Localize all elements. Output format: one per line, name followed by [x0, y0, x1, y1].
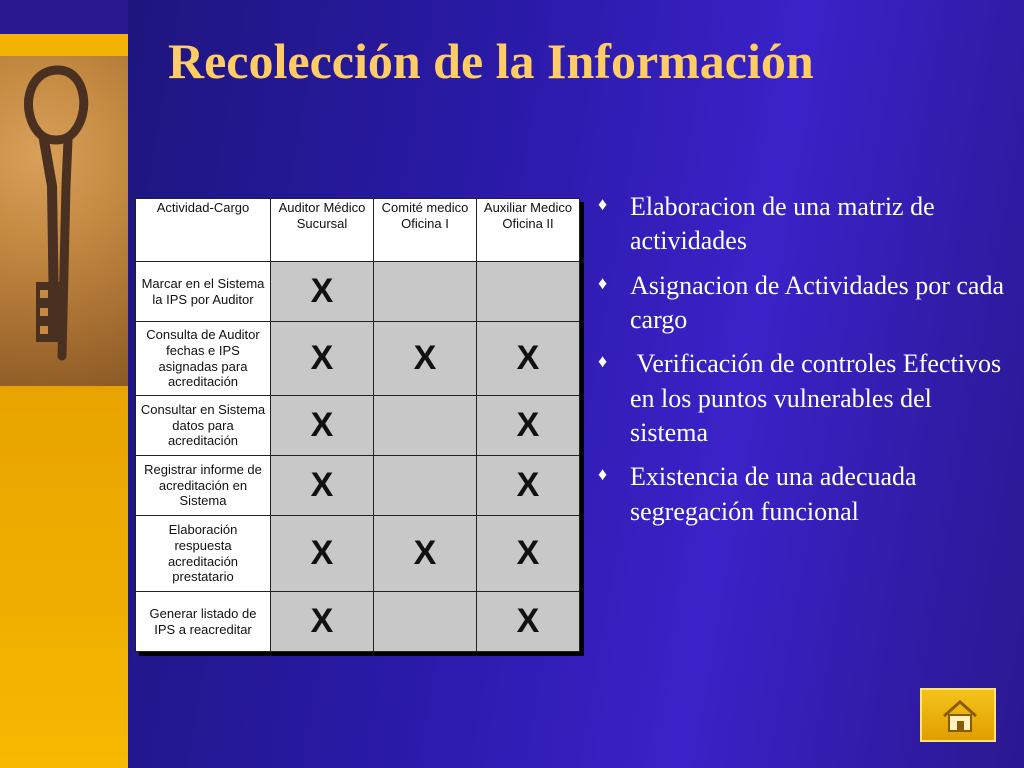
left-bar-top-band — [0, 0, 128, 34]
table-row — [136, 456, 580, 516]
bullet-item — [598, 190, 1008, 259]
matrix-header-comite: Comité medico Oficina I — [374, 199, 477, 262]
mark-cell: X — [271, 592, 374, 652]
activity-cell: Marcar en el Sistema la IPS por Auditor — [136, 262, 271, 322]
mark-cell — [374, 456, 477, 516]
table-row — [136, 516, 580, 592]
key-image — [0, 56, 128, 386]
diamond-bullet-icon: ♦ — [598, 351, 608, 372]
mark-cell: X — [271, 516, 374, 592]
table-row — [136, 322, 580, 396]
bullet-text: Elaboracion de una matriz de actividades — [630, 192, 935, 256]
table-row — [136, 262, 580, 322]
mark-cell — [477, 262, 580, 322]
bullet-text: Asignacion de Actividades por cada cargo — [630, 270, 1004, 334]
mark-cell — [374, 262, 477, 322]
bullet-item — [598, 460, 1008, 529]
mark-cell: X — [477, 322, 580, 396]
home-button[interactable] — [920, 688, 996, 742]
table-row — [136, 396, 580, 456]
table-row — [136, 592, 580, 652]
bullet-list — [598, 190, 1008, 539]
bullet-text: Existencia de una adecuada segregación funcional — [630, 462, 917, 526]
mark-cell: X — [271, 322, 374, 396]
mark-cell: X — [477, 592, 580, 652]
mark-cell — [374, 592, 477, 652]
bullet-text: Verificación de controles Efectivos en los puntos vulnerables del sistema — [630, 349, 1008, 447]
home-icon — [940, 698, 980, 734]
mark-cell: X — [477, 456, 580, 516]
activity-cell: Consultar en Sistema datos para acreditación — [136, 396, 271, 456]
activity-cell: Elaboración respuesta acreditación prestatario — [136, 516, 271, 592]
diamond-bullet-icon: ♦ — [598, 272, 608, 293]
slide-title: Recolección de la Información — [168, 33, 814, 89]
mark-cell: X — [271, 456, 374, 516]
activity-cell: Generar listado de IPS a reacreditar — [136, 592, 271, 652]
diamond-bullet-icon: ♦ — [598, 194, 608, 214]
activity-role-matrix — [135, 198, 580, 652]
mark-cell: X — [374, 322, 477, 396]
matrix-header-row — [136, 199, 580, 262]
matrix-header-auxiliar: Auxiliar Medico Oficina II — [477, 199, 580, 262]
mark-cell: X — [271, 262, 374, 322]
matrix-header-auditor: Auditor Médico Sucursal — [271, 199, 374, 262]
matrix-header-activity: Actividad-Cargo — [136, 199, 271, 262]
mark-cell: X — [271, 396, 374, 456]
key-icon — [0, 56, 128, 386]
diamond-bullet-icon: ♦ — [598, 464, 608, 485]
mark-cell: X — [477, 396, 580, 456]
mark-cell — [374, 396, 477, 456]
activity-cell: Registrar informe de acreditación en Sistema — [136, 456, 271, 516]
mark-cell: X — [374, 516, 477, 592]
bullet-item — [598, 347, 1008, 450]
bullet-item — [598, 269, 1008, 338]
mark-cell: X — [477, 516, 580, 592]
activity-cell: Consulta de Auditor fechas e IPS asignadas para acreditación — [136, 322, 271, 396]
